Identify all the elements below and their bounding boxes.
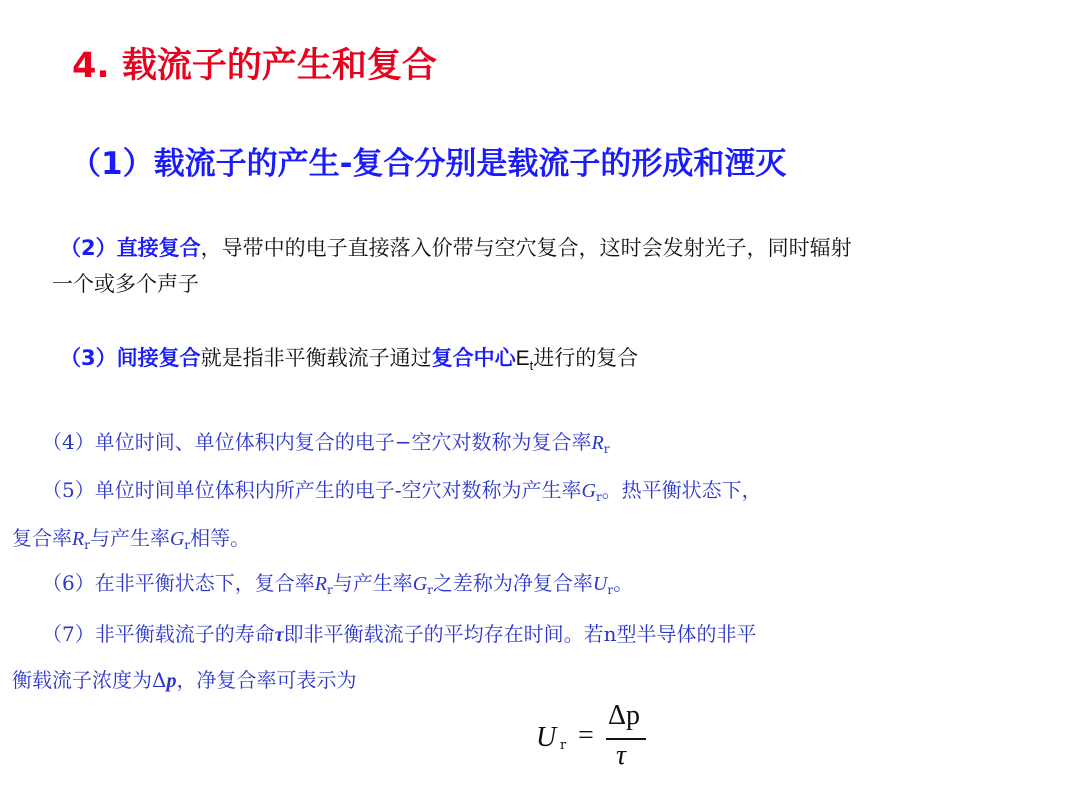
et-symbol: $E_t$	[515, 347, 534, 374]
item-4: （4）单位时间、单位体积内复合的电子−空穴对数称为复合率$R_r$	[42, 430, 610, 456]
recombination-center-label: 复合中心	[431, 346, 516, 370]
formula-denominator: τ	[616, 740, 627, 771]
item-1: （1）载流子的产生-复合分别是载流子的形成和湮灭	[70, 146, 787, 182]
item-2	[52, 230, 852, 302]
item-3-text: 就是指非平衡载流子通过	[200, 346, 432, 370]
net-recombination-formula	[536, 700, 656, 780]
item-7-line1: （7）非平衡载流子的寿命τ即非平衡载流子的平均存在时间。若n型半导体的非平	[42, 622, 757, 646]
item-5-line2: 复合率$R_r$与产生率$G_r$相等。	[12, 526, 251, 552]
item-5-line1: （5）单位时间单位体积内所产生的电子-空穴对数称为产生率$G_r$。热平衡状态下，	[42, 478, 762, 504]
formula-lhs-sub: r	[560, 738, 567, 753]
formula-equals: =	[578, 720, 594, 751]
item-6: （6）在非平衡状态下，复合率$R_r$与产生率$G_r$之差称为净复合率$U_r$。	[42, 571, 634, 597]
indirect-recombination-label: （3）间接复合	[60, 346, 201, 370]
formula-lhs: U	[536, 722, 557, 753]
slide-title: 4. 载流子的产生和复合	[72, 46, 437, 86]
formula-numerator: Δp	[608, 700, 641, 731]
item-7-line2: 衡载流子浓度为Δp，净复合率可表示为	[12, 668, 357, 692]
item-2-text: ，导带中的电子直接落入价带与空穴复合，这时会发射光子，同时辐射	[200, 236, 852, 260]
item-2-text-line2: 一个或多个声子	[52, 272, 199, 296]
item-3	[60, 342, 638, 373]
direct-recombination-label: （2）直接复合	[60, 236, 201, 260]
item-3-tail: 进行的复合	[533, 346, 639, 370]
